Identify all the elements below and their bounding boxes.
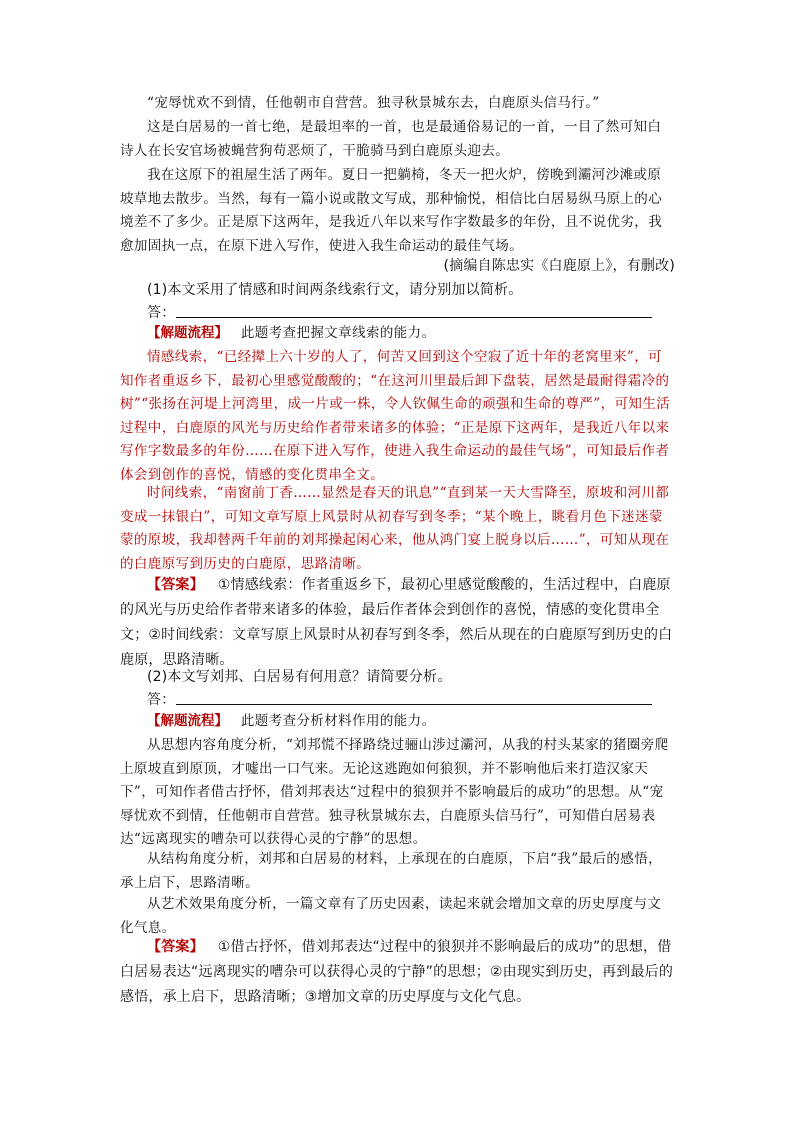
source-citation: (摘编自陈忠实《白鹿原上》，有删改) — [443, 258, 675, 274]
answer-line-2[interactable] — [176, 704, 652, 705]
answer-line-1[interactable] — [176, 317, 652, 318]
process-line-2 — [120, 710, 675, 734]
q2-thought-analysis: 从思想内容角度分析，“刘邦慌不择路绕过骊山涉过灞河，从我的村头某家的猪圈旁爬上原坡直到原顶，才嘘出一口气来。无论这逃跑如何狼狈，并不影响他后来打造汉家天下”，可知作者借古抒怀，借刘邦表达“过程中的狼狈并不影响最后的成功”的思想。从“宠辱忧欢不到情，任他朝市自营营。独寻秋景城东去，白鹿原头信马行”，可知借白居易表达“远离现实的嘈杂可以获得心灵的宁静”的思想。 — [120, 737, 669, 847]
q1-answer — [120, 573, 675, 673]
process-lead: 此题考查把握文章线索的能力。 — [240, 325, 436, 341]
q2-answer-text: ①借古抒怀，借刘邦表达“过程中的狼狈并不影响最后的成功”的思想，借白居易表达“远离现实的嘈杂可以获得心灵的宁静”的思想；②由现实到历史，再到最后的感悟，承上启下，思路清晰；③增加文章的历史厚度与文化气息。 — [120, 939, 674, 1005]
q2-art-analysis: 从艺术效果角度分析，一篇文章有了历史因素，读起来就会增加文章的历史厚度与文化气息。 — [120, 896, 662, 936]
answer-label-2: 答： — [147, 692, 176, 708]
answer-tag: 【答案】 — [147, 577, 204, 593]
paragraph-1: 这是白居易的一首七绝，是最坦率的一首，也是最通俗易记的一首，一目了然可知白诗人在长安官场被蝇营狗苟恶烦了，干脆骑马到白鹿原头迎去。 — [120, 119, 662, 159]
q1-time-analysis: 时间线索，“南窗前丁香……显然是春天的讯息”“直到某一天大雪降至，原坡和河川都变成一抹银白”，可知文章写原上风景时从初春写到冬季；“某个晚上，眺看月色下迷迷蒙蒙的原坡，我却替两千年前的刘邦操起闲心来，他从鸿门宴上脱身以后……”，可知从现在的白鹿原写到历史的白鹿原，思路清晰。 — [120, 485, 670, 572]
process-tag: 【解题流程】 — [147, 325, 228, 341]
question-1: (1)本文采用了情感和时间两条线索行文，请分别加以简析。 — [147, 282, 523, 298]
answer-tag: 【答案】 — [147, 939, 204, 955]
paragraph-2: 我在这原下的祖屋生活了两年。夏日一把躺椅，冬天一把火炉，傍晚到灞河沙滩或原坡草地去散步。当然，每有一篇小说或散文写成，那种愉悦，相信比白居易纵马原上的心境差不了多少。正是原下这两年，是我近八年以来写作字数最多的年份，且不说优劣，我愈加固执一点，在原下进入写作，使进入我生命运动的最佳气场。 — [120, 167, 663, 254]
q2-answer — [120, 935, 675, 1010]
process-lead: 此题考查分析材料作用的能力。 — [240, 713, 436, 729]
answer-label-1: 答： — [147, 305, 176, 321]
q2-structure-analysis: 从结构角度分析，刘邦和白居易的材料，上承现在的白鹿原，下启“我”最后的感悟，承上启下，思路清晰。 — [120, 851, 663, 891]
question-2: (2)本文写刘邦、白居易有何用意？请简要分析。 — [147, 669, 452, 685]
q1-emotion-analysis: 情感线索，“已经撵上六十岁的人了，何苦又回到这个空寂了近十年的老窝里来”，可知作者重返乡下，最初心里感觉酸酸的；“在这河川里最后卸下盘装，居然是最耐得霜冷的树”“张扬在河堤上河湾里，成一片或一株，令人钦佩生命的顽强和生命的尊严”，可知生活过程中，白鹿原的风光与历史给作者带来诸多的体验；“正是原下这两年，是我近八年以来写作字数最多的年份……在原下进入写作，使进入我生命运动的最佳气场”，可知最后作者体会到创作的喜悦，情感的变化贯串全文。 — [120, 349, 671, 483]
q1-answer-text: ①情感线索：作者重返乡下，最初心里感觉酸酸的，生活过程中，白鹿原的风光与历史给作者带来诸多的体验，最后作者体会到创作的喜悦，情感的变化贯串全文；②时间线索：文章写原上风景时从初春写到冬季，然后从现在的白鹿原写到历史的白鹿原，思路清晰。 — [120, 577, 673, 668]
process-line-1 — [120, 322, 675, 346]
process-tag: 【解题流程】 — [147, 713, 228, 729]
poem-quote: “宠辱忧欢不到情，任他朝市自营营。独寻秋景城东去，白鹿原头信马行。” — [147, 95, 600, 111]
